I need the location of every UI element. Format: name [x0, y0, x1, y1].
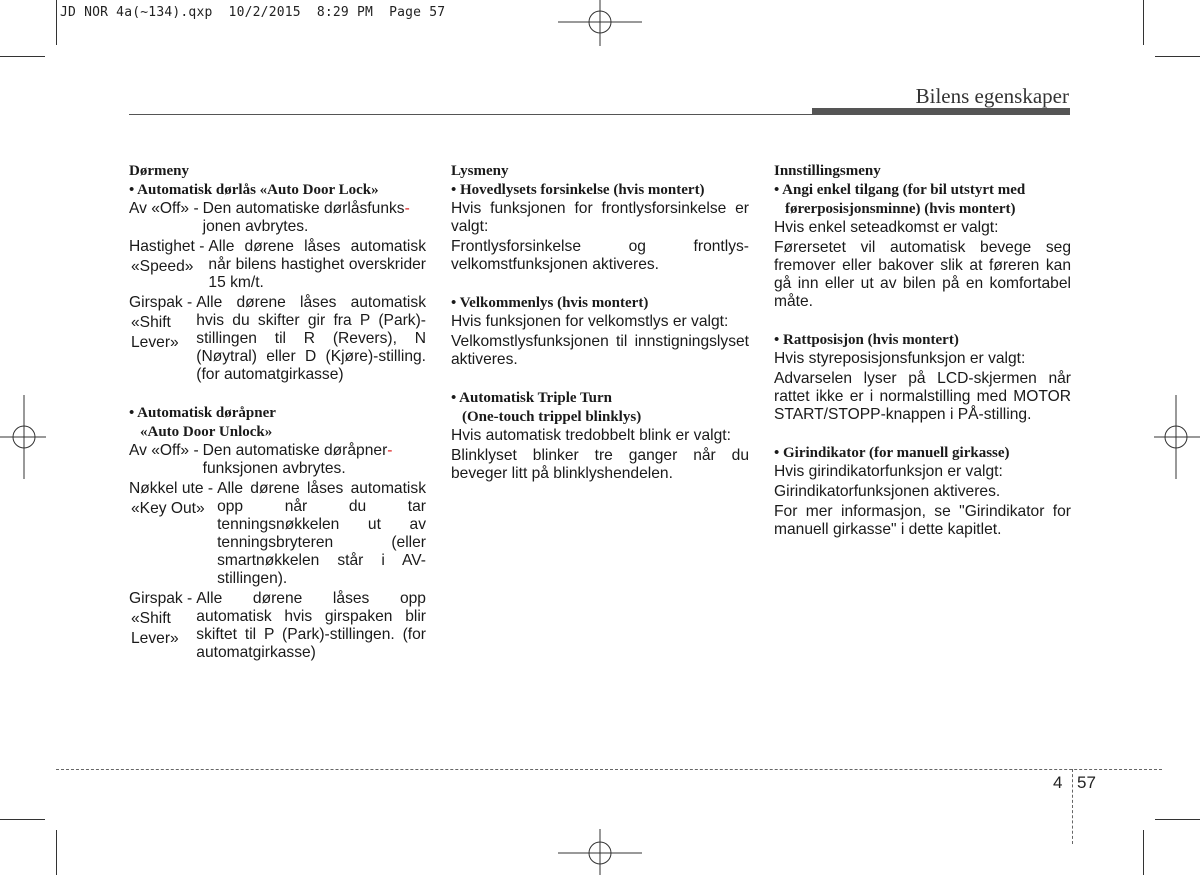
option-lock-off	[129, 200, 426, 236]
option-label: Hastighet - «Speed»	[129, 238, 205, 275]
paragraph: Hvis funksjonen for frontlysforsinkelse er valgt:	[451, 200, 749, 235]
option-unlock-key-out	[129, 480, 426, 588]
option-unlock-off	[129, 442, 426, 478]
column-light-menu	[451, 162, 749, 485]
footer-rule	[56, 769, 1162, 770]
column-settings-menu	[774, 162, 1071, 541]
subheading-welcome-light: • Velkommenlys (hvis montert)	[451, 295, 649, 311]
paragraph: Hvis enkel seteadkomst er valgt:	[774, 219, 999, 236]
subheading-headlight-delay: • Hovedlysets forsinkelse (hvis montert)	[451, 182, 705, 198]
header-rule-bar	[812, 108, 1070, 115]
heading-light-menu: Lysmeny	[451, 163, 509, 179]
paragraph: Girindikatorfunksjonen aktiveres.	[774, 483, 1001, 500]
option-description: Den automatiske dørlåsfunks- jonen avbrytes.	[202, 200, 410, 235]
option-description: Alle dørene låses automatisk opp når du tar tenningsnøkkelen ut av tenningsbryteren (eller smartnøkkelen står i AV-stillingen).	[217, 480, 426, 587]
chapter-number: 4	[1053, 773, 1063, 792]
heading-door-menu: Dørmeny	[129, 163, 189, 179]
subheading-triple-turn-sub: (One-touch trippel blinklys)	[462, 409, 642, 425]
paragraph: Hvis styreposisjonsfunksjon er valgt:	[774, 350, 1026, 367]
header-rule	[129, 114, 812, 115]
subheading-auto-door-unlock: • Automatisk døråpner	[129, 405, 276, 421]
registration-mark-top	[558, 0, 642, 48]
crop-mark-bottom-left-v	[56, 830, 57, 875]
paragraph: Velkomstlysfunksjonen til innstigningslyset aktiveres.	[451, 333, 749, 368]
crop-mark-bottom-left-h	[0, 819, 45, 820]
crop-mark-top-right-v	[1143, 0, 1144, 45]
registration-mark-left	[0, 395, 48, 479]
paragraph: Hvis girindikatorfunksjon er valgt:	[774, 463, 1003, 480]
crop-mark-top-left-v	[56, 0, 57, 45]
option-lock-speed	[129, 238, 426, 292]
paragraph: Hvis funksjonen for velkomstlys er valgt:	[451, 313, 729, 330]
paragraph: Førersetet vil automatisk bevege seg fremover eller bakover slik at føreren kan gå inn eller ut av bilen på en komfortabel måte.	[774, 239, 1071, 310]
option-label: Av «Off» -	[129, 200, 199, 217]
subheading-triple-turn: • Automatisk Triple Turn	[451, 390, 612, 406]
option-description: Alle dørene låses automatisk hvis du skifter gir fra P (Park)-stillingen til R (Revers), N (Nøytral) eller D (Kjøre)-stilling. (for automatgirkasse)	[196, 294, 426, 383]
crop-mark-top-right-h	[1155, 56, 1200, 57]
option-unlock-shift	[129, 590, 426, 662]
paragraph: Frontlysforsinkelse og frontlys-velkomstfunksjonen aktiveres.	[451, 238, 749, 273]
section-title: Bilens egenskaper	[915, 84, 1069, 108]
registration-mark-right	[1152, 395, 1200, 479]
option-label: Av «Off» -	[129, 442, 199, 459]
paragraph: For mer informasjon, se "Girindikator for manuell girkasse" i dette kapitlet.	[774, 503, 1071, 538]
subheading-gear-indicator: • Girindikator (for manuell girkasse)	[774, 445, 1010, 461]
paragraph: Blinklyset blinker tre ganger når du beveger litt på blinklyshendelen.	[451, 447, 749, 482]
option-label: Girspak - «Shift Lever»	[129, 294, 193, 351]
page-number: 57	[1077, 773, 1096, 792]
option-description: Alle dørene låses opp automatisk hvis girspaken blir skiftet til P (Park)-stillingen. (for automatgirkasse)	[196, 590, 426, 661]
print-slug: JD NOR 4a(~134).qxp 10/2/2015 8:29 PM Page 57	[60, 5, 446, 20]
subheading-auto-door-lock: • Automatisk dørlås «Auto Door Lock»	[129, 182, 379, 198]
crop-mark-bottom-right-v	[1143, 830, 1144, 875]
registration-mark-bottom	[558, 829, 642, 875]
column-door-menu	[129, 162, 426, 664]
option-description: Alle dørene låses automatisk når bilens hastighet overskrider 15 km/t.	[208, 238, 426, 291]
crop-mark-bottom-right-h	[1155, 819, 1200, 820]
paragraph: Advarselen lyser på LCD-skjermen når rattet ikke er i normalstilling med MOTOR START/STOPP-knappen i PÅ-stilling.	[774, 370, 1071, 423]
paragraph: Hvis automatisk tredobbelt blink er valgt:	[451, 427, 731, 444]
option-description: Den automatiske døråpner- funksjonen avbrytes.	[202, 442, 393, 477]
subheading-steering-position: • Rattposisjon (hvis montert)	[774, 332, 959, 348]
subheading-easy-access: • Angi enkel tilgang (for bil utstyrt med	[774, 182, 1026, 198]
heading-settings-menu: Innstillingsmeny	[774, 163, 881, 179]
option-label: Girspak - «Shift Lever»	[129, 590, 193, 647]
subheading-easy-access-sub: førerposisjonsminne) (hvis montert)	[785, 201, 1016, 217]
subheading-auto-door-unlock-en: «Auto Door Unlock»	[140, 424, 273, 440]
option-label: Nøkkel ute - «Key Out»	[129, 480, 214, 517]
footer-divider	[1072, 769, 1073, 844]
crop-mark-top-left-h	[0, 56, 45, 57]
option-lock-shift	[129, 294, 426, 384]
